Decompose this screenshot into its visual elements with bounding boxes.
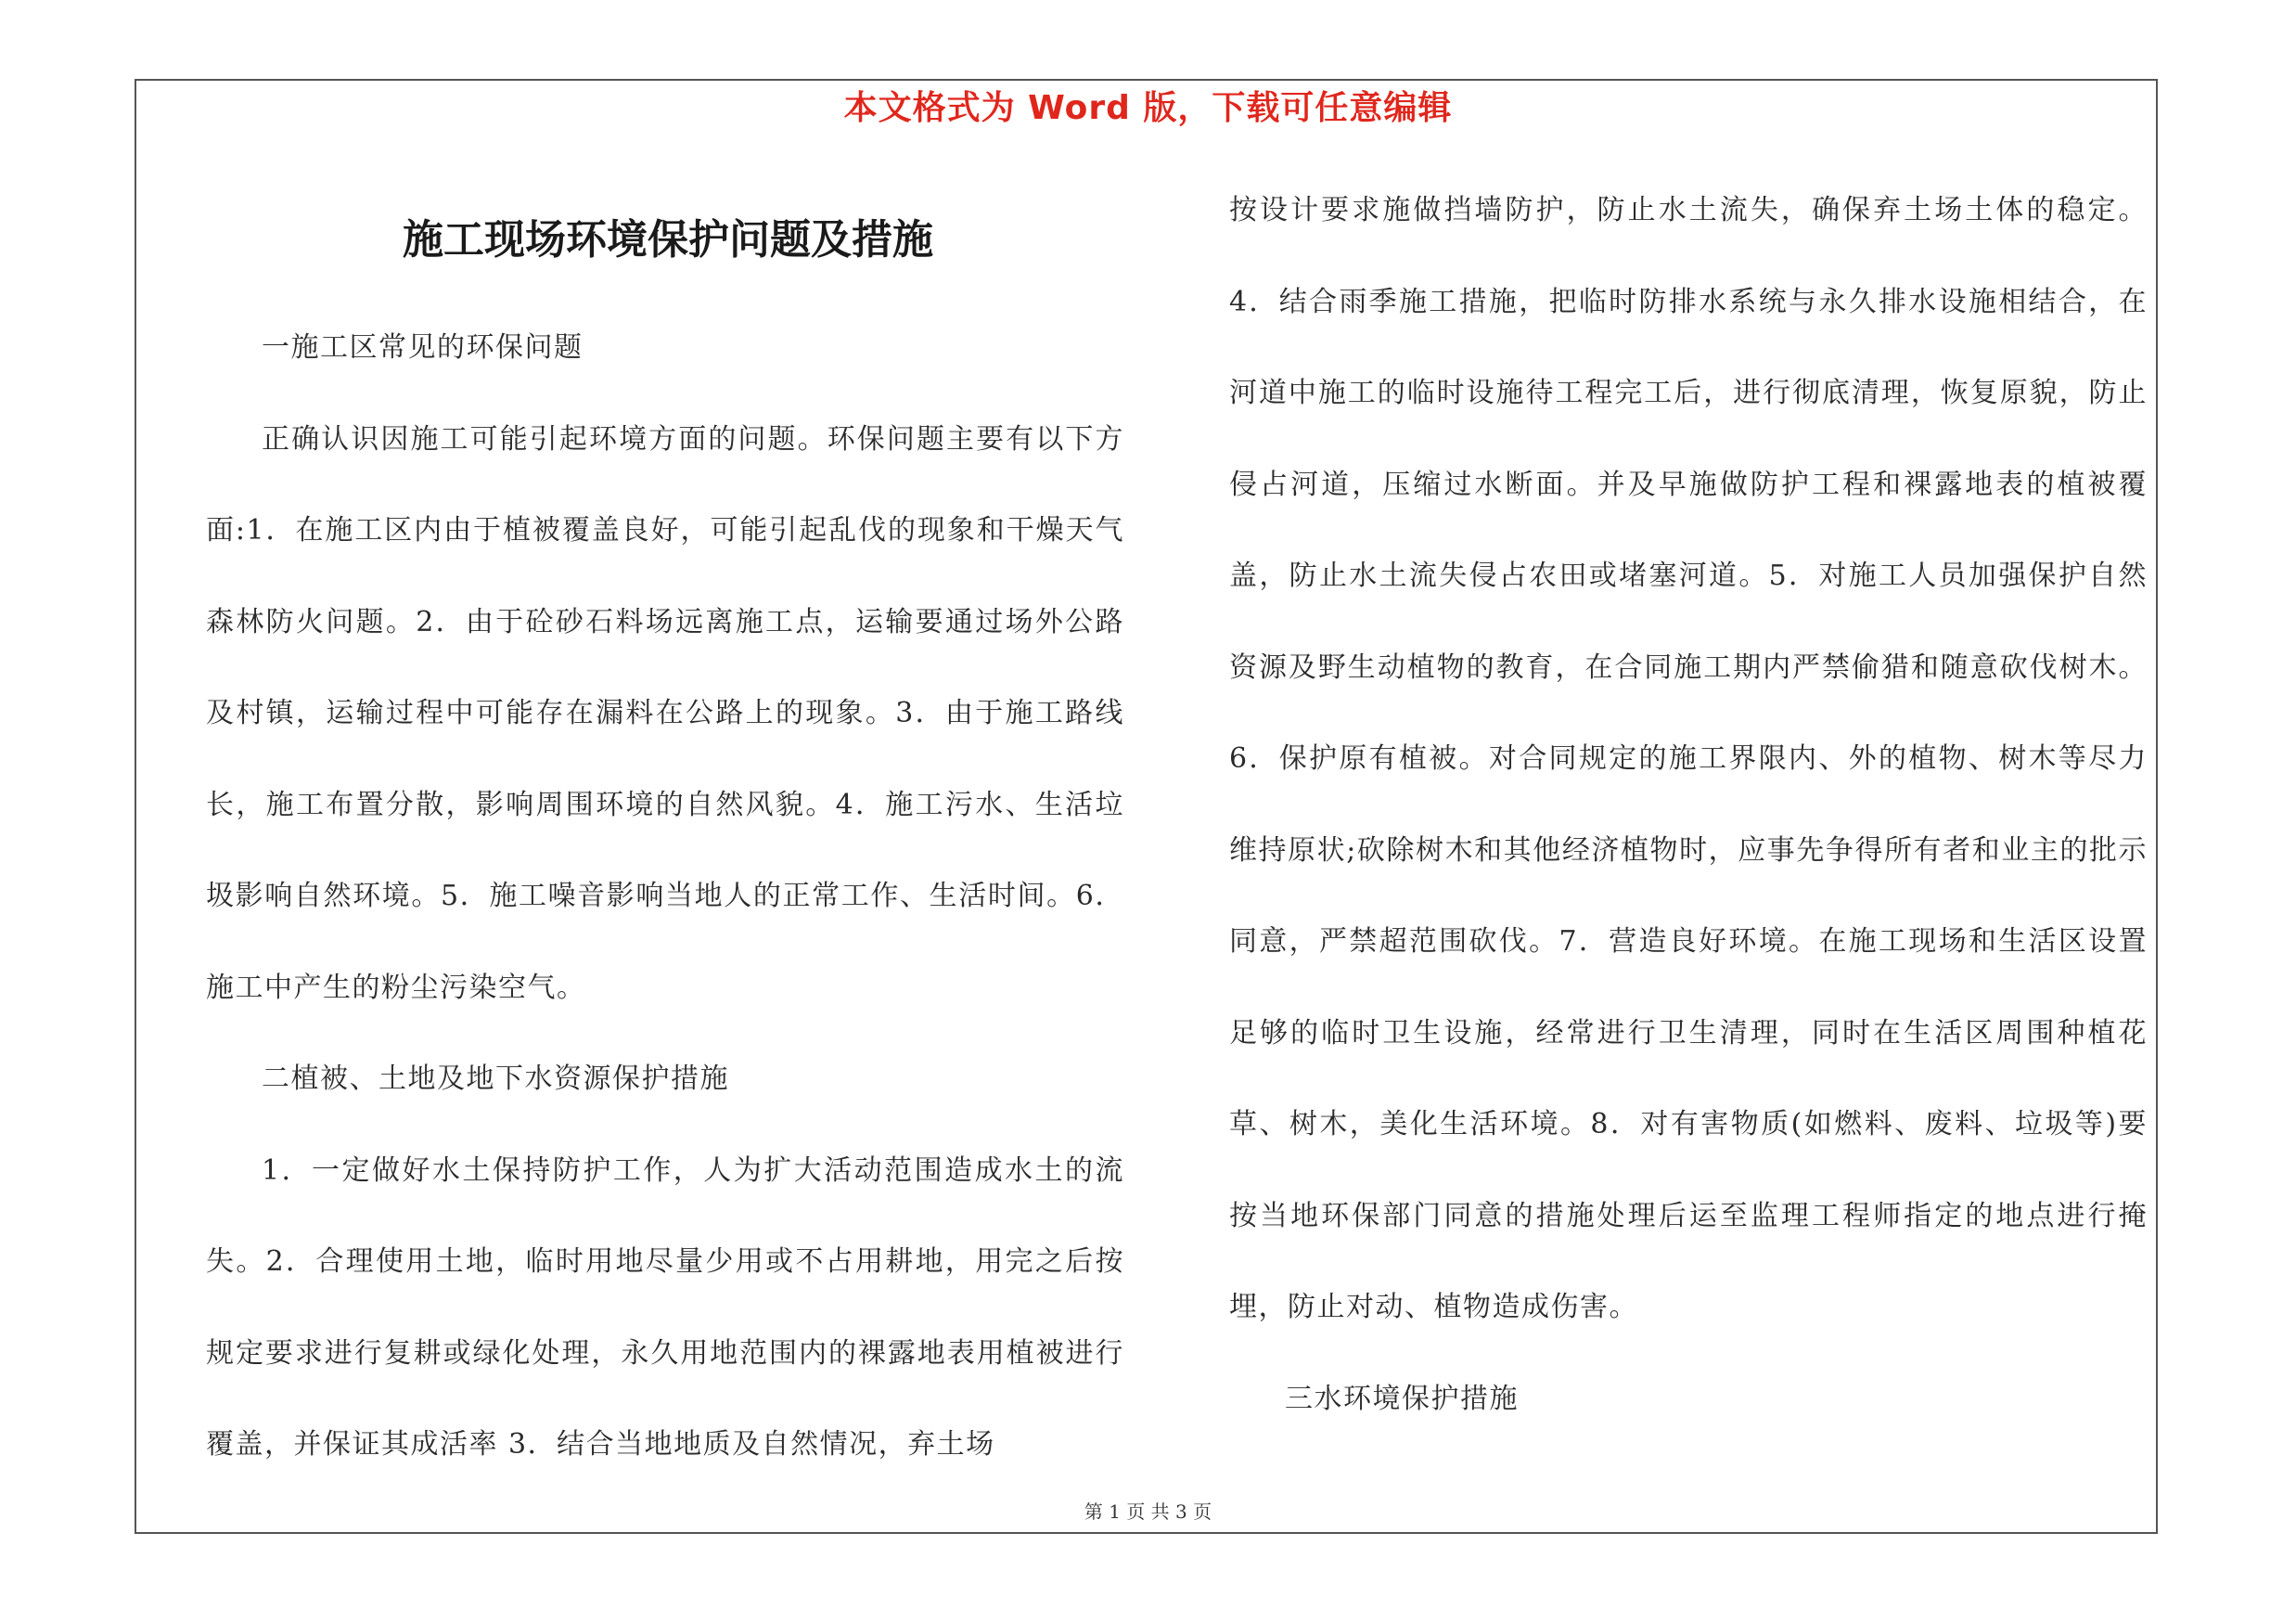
paragraph: 正确认识因施工可能引起环境方面的问题。环保问题主要有以下方面:1．在施工区内由于植被覆盖良好，可能引起乱伐的现象和干燥天气森林防火问题。2．由于砼砂石料场远离施工点，运输要通过场外公路及村镇，运输过程中可能存在漏料在公路上的现象。3．由于施工路线长，施工布置分散，影响周围环境的自然风貌。4．施工污水、生活垃圾影响自然环境。5．施工噪音影响当地人的正常工作、生活时间。6．施工中产生的粉尘污染空气。 [206, 422, 1124, 1004]
paragraph: 按设计要求施做挡墙防护，防止水土流失，确保弃土场土体的稳定。4．结合雨季施工措施，把临时防排水系统与永久排水设施相结合，在河道中施工的临时设施待工程完工后，进行彻底清理，恢复原貌，防止侵占河道，压缩过水断面。并及早施做防护工程和裸露地表的植被覆盖，防止水土流失侵占农田或堵塞河道。5．对施工人员加强保护自然资源及野生动植物的教育，在合同施工期内严禁偷猎和随意砍伐树木。6．保护原有植被。对合同规定的施工界限内、外的植物、树木等尽力维持原状;砍除树木和其他经济植物时，应事先争得所有者和业主的批示同意，严禁超范围砍伐。7．营造良好环境。在施工现场和生活区设置足够的临时卫生设施，经常进行卫生清理，同时在生活区周围种植花草、树木，美化生活环境。8．对有害物质(如燃料、废料、垃圾等)要按当地环保部门同意的措施处理后运至监理工程师指定的地点进行掩埋，防止对动、植物造成伤害。 [1229, 194, 2148, 1323]
right-column [1229, 165, 2148, 1445]
page-footer: 第 1 页 共 3 页 [1084, 1501, 1212, 1523]
paragraph: 二植被、土地及地下水资源保护措施 [262, 1063, 729, 1095]
document-title: 施工现场环境保护问题及措施 [403, 216, 933, 264]
format-banner: 本文格式为 Word 版，下载可任意编辑 [843, 89, 1453, 127]
left-column [206, 303, 1124, 1491]
paragraph: 1．一定做好水土保持防护工作，人为扩大活动范围造成水土的流失。2．合理使用土地，临时用地尽量少用或不占用耕地，用完之后按规定要求进行复耕或绿化处理，永久用地范围内的裸露地表用植被进行覆盖，并保证其成活率 3．结合当地地质及自然情况，弃土场 [206, 1153, 1124, 1461]
paragraph: 一施工区常见的环保问题 [262, 331, 584, 364]
paragraph: 三水环境保护措施 [1285, 1382, 1519, 1415]
